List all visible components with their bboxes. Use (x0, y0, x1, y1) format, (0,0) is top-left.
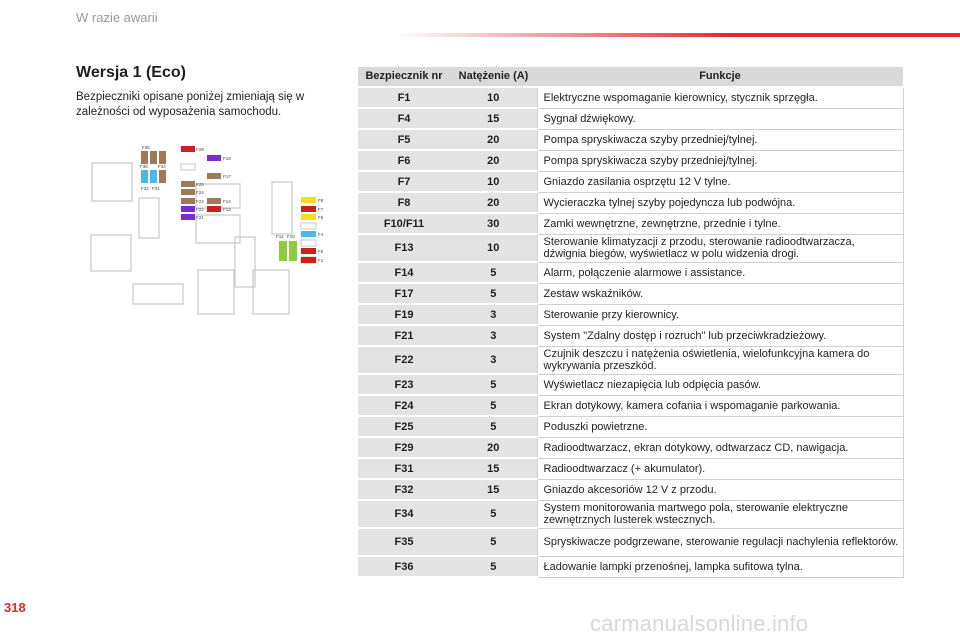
func-cell: Ładowanie lampki przenośnej, lampka sufitowa tylna. (537, 556, 903, 577)
fuse-f35b (150, 151, 157, 164)
fuse-cell: F31 (358, 458, 450, 479)
table-row (358, 395, 903, 416)
diagram-label: F10 (287, 234, 295, 239)
fuse-cell: F35 (358, 528, 450, 556)
fuse-cell: F36 (358, 556, 450, 577)
table-row (358, 500, 903, 528)
amp-cell: 20 (450, 150, 537, 171)
table-row (358, 129, 903, 150)
fuse-f36 (141, 170, 148, 183)
fuse-cell: F17 (358, 283, 450, 304)
fuse-cell: F8 (358, 192, 450, 213)
func-cell: System "Zdalny dostęp i rozruch" lub przeciwkradzieżowy. (537, 325, 903, 346)
fuse-cell: F14 (358, 262, 450, 283)
diagram-label: F4 (318, 232, 324, 237)
table-row (358, 234, 903, 262)
fuse-f7 (301, 206, 316, 212)
table-row (358, 150, 903, 171)
table-row (358, 556, 903, 577)
fuse-f21 (181, 214, 195, 220)
amp-cell: 20 (450, 192, 537, 213)
amp-cell: 5 (450, 416, 537, 437)
amp-cell: 3 (450, 304, 537, 325)
fuse-cell: F13 (358, 234, 450, 262)
func-cell: Czujnik deszczu i natężenia oświetlenia, wielofunkcyjna kamera do wykrywania przeszkód. (537, 346, 903, 374)
func-cell: Spryskiwacze podgrzewane, sterowanie regulacji nachylenia reflektorów. (537, 528, 903, 556)
amp-cell: 5 (450, 262, 537, 283)
func-cell: Sygnał dźwiękowy. (537, 108, 903, 129)
fuse-f17 (207, 173, 221, 179)
table-row (358, 325, 903, 346)
table-row (358, 283, 903, 304)
table-row (358, 304, 903, 325)
table-row (358, 479, 903, 500)
amp-cell: 3 (450, 325, 537, 346)
func-cell: Zamki wewnętrzne, zewnętrzne, przednie i tylne. (537, 213, 903, 234)
amp-cell: 30 (450, 213, 537, 234)
fuse-cell: F25 (358, 416, 450, 437)
func-cell: Wyświetlacz niezapięcia lub odpięcia pasów. (537, 374, 903, 395)
page-number: 318 (4, 600, 26, 615)
fuse-f4 (301, 231, 316, 237)
col-header-fuse: Bezpiecznik nr (358, 67, 450, 87)
fuse-f24 (181, 189, 195, 195)
fuse-f32 (150, 170, 157, 183)
amp-cell: 15 (450, 108, 537, 129)
amp-cell: 3 (450, 346, 537, 374)
func-cell: Radioodtwarzacz (+ akumulator). (537, 458, 903, 479)
fuse-f19 (207, 155, 221, 161)
func-cell: Pompa spryskiwacza szyby przedniej/tylnej. (537, 129, 903, 150)
fuse-cell: F5 (358, 129, 450, 150)
diagram-label: F6 (318, 215, 324, 220)
table-row (358, 416, 903, 437)
fuse-cell: F34 (358, 500, 450, 528)
diagram-label: F22 (196, 207, 204, 212)
fuse-f34 (159, 151, 166, 164)
header-divider (396, 33, 960, 37)
amp-cell: 5 (450, 374, 537, 395)
diagram-label: F1 (318, 258, 324, 263)
fuse-f5 (301, 248, 316, 254)
func-cell: Poduszki powietrzne. (537, 416, 903, 437)
fuse-cell: F1 (358, 87, 450, 108)
amp-cell: 5 (450, 528, 537, 556)
fuse-f8 (301, 197, 316, 203)
amp-cell: 5 (450, 283, 537, 304)
diagram-label: F7 (318, 207, 324, 212)
fuse-cell: F21 (358, 325, 450, 346)
col-header-amp: Natężenie (A) (450, 67, 537, 87)
table-row (358, 528, 903, 556)
func-cell: Zestaw wskaźników. (537, 283, 903, 304)
amp-cell: 5 (450, 556, 537, 577)
col-header-func: Funkcje (537, 67, 903, 87)
amp-cell: 15 (450, 479, 537, 500)
amp-cell: 10 (450, 171, 537, 192)
amp-cell: 10 (450, 87, 537, 108)
fuse-f29 (181, 146, 195, 152)
diagram-label: F31 (152, 186, 160, 191)
table-row (358, 192, 903, 213)
table-header-row (358, 67, 903, 87)
diagram-label: F36 (140, 164, 148, 169)
func-cell: Radioodtwarzacz, ekran dotykowy, odtwarzacz CD, nawigacja. (537, 437, 903, 458)
func-cell: System monitorowania martwego pola, sterowanie elektryczne zewnętrznych lusterek wstecznych. (537, 500, 903, 528)
fuse-box-diagram (85, 140, 330, 320)
fuse-f35 (141, 151, 148, 164)
fuse-cell: F6 (358, 150, 450, 171)
func-cell: Elektryczne wspomaganie kierownicy, stycznik sprzęgła. (537, 87, 903, 108)
watermark: carmanualsonline.info (590, 611, 809, 636)
fuse-cell: F29 (358, 437, 450, 458)
diagram-label: F24 (196, 190, 204, 195)
fuse-f31 (159, 170, 166, 183)
amp-cell: 5 (450, 500, 537, 528)
amp-cell: 20 (450, 437, 537, 458)
diagram-label: F23 (196, 199, 204, 204)
fuse-group-right (279, 197, 316, 263)
table-row (358, 458, 903, 479)
func-cell: Pompa spryskiwacza szyby przedniej/tylnej. (537, 150, 903, 171)
amp-cell: 20 (450, 129, 537, 150)
func-cell: Alarm, połączenie alarmowe i assistance. (537, 262, 903, 283)
page-heading: Wersja 1 (Eco) (76, 64, 186, 81)
func-cell: Gniazdo zasilania osprzętu 12 V tylne. (537, 171, 903, 192)
diagram-label: F13 (223, 207, 231, 212)
fuse-table (358, 67, 904, 578)
diagram-label: F32 (141, 186, 149, 191)
diagram-label: F11 (276, 234, 284, 239)
amp-cell: 5 (450, 395, 537, 416)
fuse-cell: F24 (358, 395, 450, 416)
diagram-label: F8 (318, 198, 324, 203)
fuse-cell: F4 (358, 108, 450, 129)
section-title: W razie awarii (76, 10, 158, 25)
table-row (358, 346, 903, 374)
diagram-label: F25 (196, 182, 204, 187)
table-row (358, 108, 903, 129)
diagram-label: F17 (223, 174, 231, 179)
diagram-label: F29 (196, 147, 204, 152)
fuse-cell: F22 (358, 346, 450, 374)
table-row (358, 171, 903, 192)
func-cell: Gniazdo akcesoriów 12 V z przodu. (537, 479, 903, 500)
func-cell: Sterowanie przy kierownicy. (537, 304, 903, 325)
fuse-f14 (207, 198, 221, 204)
diagram-label: F19 (223, 156, 231, 161)
func-cell: Ekran dotykowy, kamera cofania i wspomaganie parkowania. (537, 395, 903, 416)
fuse-f13 (207, 206, 221, 212)
fuse-cell: F7 (358, 171, 450, 192)
fuse-f6 (301, 214, 316, 220)
fuse-f1 (301, 257, 316, 263)
fuse-f23 (181, 198, 195, 204)
diagram-label: F5 (318, 249, 324, 254)
func-cell: Wycieraczka tylnej szyby pojedyncza lub podwójna. (537, 192, 903, 213)
fuse-cell: F10/F11 (358, 213, 450, 234)
table-row (358, 87, 903, 108)
fuse-cell: F19 (358, 304, 450, 325)
fuse-f22 (181, 206, 195, 212)
diagram-label: F35 (142, 145, 150, 150)
table-row (358, 437, 903, 458)
fuse-f11 (279, 241, 287, 261)
func-cell: Sterowanie klimatyzacji z przodu, sterowanie radioodtwarzacza, dźwignia biegów, wyświetlacz w polu widzenia drogi. (537, 234, 903, 262)
table-row (358, 262, 903, 283)
diagram-label: F14 (223, 199, 231, 204)
diagram-label: F34 (158, 164, 166, 169)
fuse-cell: F32 (358, 479, 450, 500)
fuse-f25 (181, 181, 195, 187)
amp-cell: 10 (450, 234, 537, 262)
fuse-cell: F23 (358, 374, 450, 395)
diagram-label: F21 (196, 215, 204, 220)
amp-cell: 15 (450, 458, 537, 479)
intro-text: Bezpieczniki opisane poniżej zmieniają się w zależności od wyposażenia samochodu. (76, 91, 305, 118)
fuse-f10 (289, 241, 297, 261)
table-row (358, 213, 903, 234)
table-row (358, 374, 903, 395)
